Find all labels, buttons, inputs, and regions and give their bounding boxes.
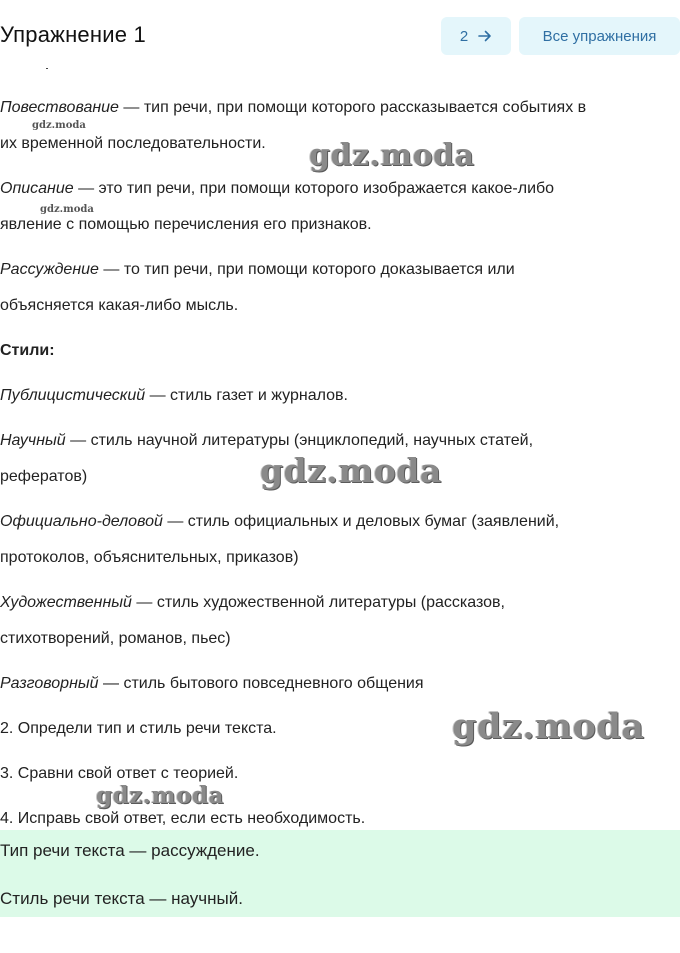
scientific-text: — стиль научной литературы (энциклопедий, научных статей, — [65, 432, 534, 449]
narration-term: Повествование — [0, 99, 119, 116]
official-text: — стиль официальных и деловых бумаг (заявлений, — [162, 513, 560, 530]
exercise-header — [0, 0, 680, 72]
task-2: 2. Определи тип и стиль речи текста. — [0, 720, 277, 737]
colloquial-term: Разговорный — [0, 675, 99, 692]
reasoning-term: Рассуждение — [0, 261, 99, 278]
task-3: 3. Сравни свой ответ с теорией. — [0, 765, 239, 782]
page-title: Упражнение 1 — [0, 22, 146, 47]
next-exercise-button[interactable] — [441, 17, 511, 55]
watermark-large: gdz.moda — [96, 782, 224, 809]
watermark-small: gdz.moda — [40, 204, 94, 215]
reasoning-definition-line-2: объясняется какая-либо мысль. — [0, 297, 239, 314]
narration-text: — тип речи, при помощи которого рассказывается событиях в — [118, 99, 587, 116]
all-exercises-button[interactable]: Все упражнения — [519, 17, 680, 55]
watermark-large: gdz.moda — [309, 138, 475, 173]
arrow-right-icon — [478, 30, 492, 42]
colloquial-definition — [0, 673, 424, 695]
narration-definition-line-1 — [0, 97, 586, 119]
task-4: 4. Исправь свой ответ, если есть необходимость. — [0, 810, 366, 827]
artistic-term: Художественный — [0, 594, 132, 611]
scientific-term: Научный — [0, 432, 66, 449]
scientific-definition-line-2: рефератов) — [0, 468, 88, 485]
next-exercise-label: 2 — [459, 27, 469, 45]
artistic-text: — стиль художественной литературы (рассказов, — [131, 594, 505, 611]
clipped-text-fragment — [0, 68, 60, 74]
watermark-large: gdz.moda — [452, 706, 645, 747]
reasoning-text: — то тип речи, при помощи которого доказывается или — [98, 261, 515, 278]
narration-definition-line-2: их временной последовательности. — [0, 135, 266, 152]
description-term: Описание — [0, 180, 74, 197]
styles-heading — [0, 340, 55, 362]
watermark-small: gdz.moda — [32, 120, 86, 131]
colloquial-text: — стиль бытового повседневного общения — [98, 675, 424, 692]
publicistic-text: — стиль газет и журналов. — [145, 387, 348, 404]
watermark-large: gdz.moda — [260, 451, 442, 490]
official-term: Официально-деловой — [0, 513, 163, 530]
publicistic-term: Публицистический — [0, 387, 146, 404]
answer-type-line: Тип речи текста — рассуждение. — [0, 841, 260, 860]
scientific-definition-line-1 — [0, 430, 533, 452]
reasoning-definition-line-1 — [0, 259, 515, 281]
description-text: — это тип речи, при помощи которого изображается какое-либо — [73, 180, 555, 197]
artistic-definition-line-1 — [0, 592, 505, 614]
answer-style-line: Стиль речи текста — научный. — [0, 889, 243, 908]
description-definition-line-1 — [0, 178, 554, 200]
styles-heading-text: Стили: — [0, 342, 55, 359]
artistic-definition-line-2: стихотворений, романов, пьес) — [0, 630, 231, 647]
description-definition-line-2: явление с помощью перечисления его признаков. — [0, 216, 372, 233]
publicistic-definition — [0, 385, 348, 407]
official-definition-line-1 — [0, 511, 559, 533]
answer-block — [0, 830, 680, 917]
official-definition-line-2: протоколов, объяснительных, приказов) — [0, 549, 299, 566]
